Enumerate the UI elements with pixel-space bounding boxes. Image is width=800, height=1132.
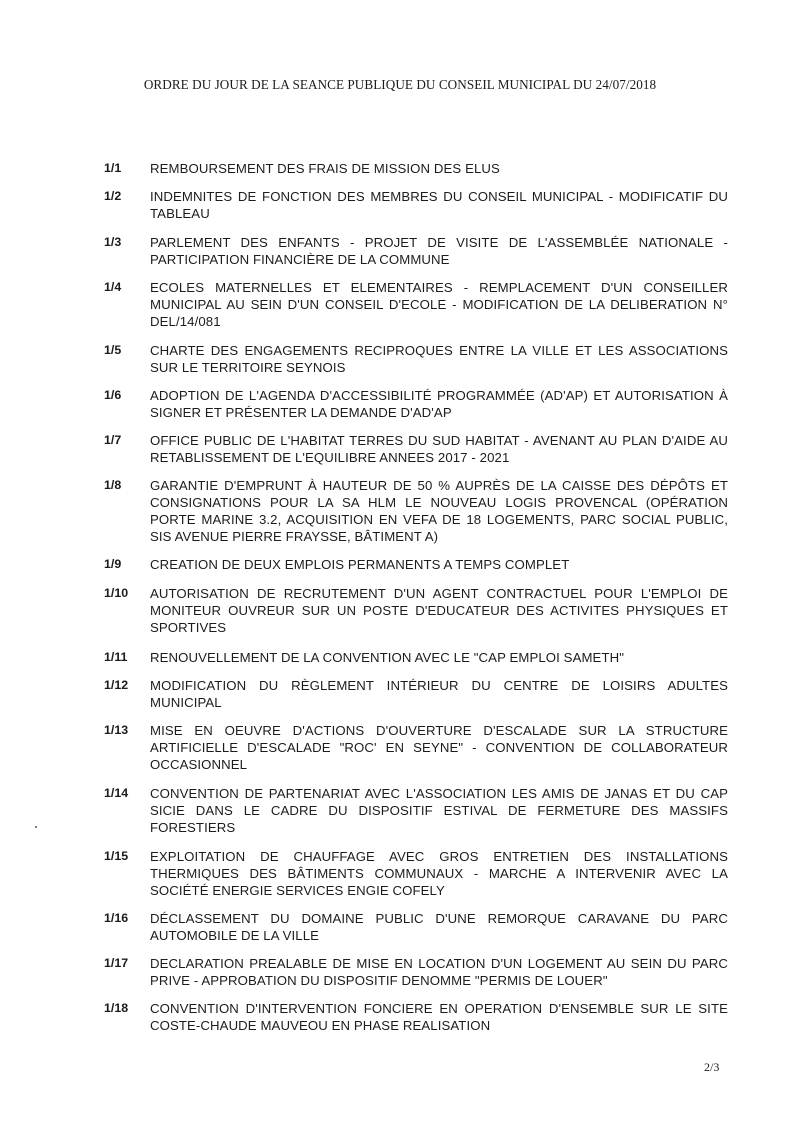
agenda-item-number: 1/13 xyxy=(104,723,129,737)
agenda-item-number: 1/16 xyxy=(104,911,129,925)
agenda-item-number: 1/15 xyxy=(104,849,129,863)
agenda-item-text: CHARTE DES ENGAGEMENTS RECIPROQUES ENTRE LA VILLE ET LES ASSOCIATIONS SUR LE TERRITOIRE SEYNOIS xyxy=(150,343,728,375)
agenda-item-text: PARLEMENT DES ENFANTS - PROJET DE VISITE DE L'ASSEMBLÉE NATIONALE - PARTICIPATION FINANCIÈRE DE LA COMMUNE xyxy=(150,235,728,267)
agenda-item-number: 1/5 xyxy=(104,343,122,357)
agenda-item-number: 1/11 xyxy=(104,650,128,664)
agenda-item-number: 1/9 xyxy=(104,557,122,571)
agenda-item-text: DÉCLASSEMENT DU DOMAINE PUBLIC D'UNE REMORQUE CARAVANE DU PARC AUTOMOBILE DE LA VILLE xyxy=(150,911,728,943)
agenda-item-number: 1/7 xyxy=(104,433,122,447)
agenda-item-text: INDEMNITES DE FONCTION DES MEMBRES DU CONSEIL MUNICIPAL - MODIFICATIF DU TABLEAU xyxy=(150,189,728,221)
agenda-item-text: MISE EN OEUVRE D'ACTIONS D'OUVERTURE D'ESCALADE SUR LA STRUCTURE ARTIFICIELLE D'ESCALADE "ROC' EN SEYNE" - CONVENTION DE COLLABORATEUR OCCASIONNEL xyxy=(150,723,728,772)
agenda-item-number: 1/10 xyxy=(104,586,129,600)
agenda-item-text: GARANTIE D'EMPRUNT À HAUTEUR DE 50 % AUPRÈS DE LA CAISSE DES DÉPÔTS ET CONSIGNATIONS POUR LA SA HLM LE NOUVEAU LOGIS PROVENCAL (OPÉRATION PORTE MARINE 3.2, ACQUISITION EN VEFA DE 18 LOGEMENTS, PARC SOCIAL PUBLIC, SIS AVENUE PIERRE FRAYSSE, BÂTIMENT A) xyxy=(150,478,728,544)
agenda-item-number: 1/17 xyxy=(104,956,129,970)
agenda-item-number: 1/1 xyxy=(104,161,122,175)
agenda-item-text: MODIFICATION DU RÈGLEMENT INTÉRIEUR DU CENTRE DE LOISIRS ADULTES MUNICIPAL xyxy=(150,678,728,710)
agenda-item-text: CREATION DE DEUX EMPLOIS PERMANENTS A TEMPS COMPLET xyxy=(150,557,570,572)
page-title: ORDRE DU JOUR DE LA SEANCE PUBLIQUE DU CONSEIL MUNICIPAL DU 24/07/2018 xyxy=(143,77,657,92)
agenda-item-text: DECLARATION PREALABLE DE MISE EN LOCATION D'UN LOGEMENT AU SEIN DU PARC PRIVE - APPROBATION DU DISPOSITIF DENOMME "PERMIS DE LOUER" xyxy=(150,956,728,988)
agenda-item-text: CONVENTION D'INTERVENTION FONCIERE EN OPERATION D'ENSEMBLE SUR LE SITE COSTE-CHAUDE MAUVEOU EN PHASE REALISATION xyxy=(150,1001,728,1033)
scan-speck xyxy=(35,826,37,828)
agenda-item-number: 1/4 xyxy=(104,280,122,294)
page-number: 2/3 xyxy=(704,1060,720,1074)
agenda-item-text: ECOLES MATERNELLES ET ELEMENTAIRES - REMPLACEMENT D'UN CONSEILLER MUNICIPAL AU SEIN D'UN CONSEIL D'ECOLE - MODIFICATION DE LA DELIBERATION N° DEL/14/081 xyxy=(150,280,728,329)
agenda-item-text: RENOUVELLEMENT DE LA CONVENTION AVEC LE "CAP EMPLOI SAMETH" xyxy=(150,650,625,665)
agenda-item-text: OFFICE PUBLIC DE L'HABITAT TERRES DU SUD HABITAT - AVENANT AU PLAN D'AIDE AU RETABLISSEMENT DE L'EQUILIBRE ANNEES 2017 - 2021 xyxy=(150,433,728,465)
agenda-item-text: REMBOURSEMENT DES FRAIS DE MISSION DES ELUS xyxy=(150,161,500,176)
agenda-item-text: CONVENTION DE PARTENARIAT AVEC L'ASSOCIATION LES AMIS DE JANAS ET DU CAP SICIE DANS LE CADRE DU DISPOSITIF ESTIVAL DE FERMETURE DES MASSIFS FORESTIERS xyxy=(150,786,728,835)
agenda-item-number: 1/12 xyxy=(104,678,129,692)
agenda-item-number: 1/18 xyxy=(104,1001,129,1015)
agenda-item-text: EXPLOITATION DE CHAUFFAGE AVEC GROS ENTRETIEN DES INSTALLATIONS THERMIQUES DES BÂTIMENTS COMMUNAUX - MARCHE A INTERVENIR AVEC LA SOCIÉTÉ ENERGIE SERVICES ENGIE COFELY xyxy=(150,849,728,898)
agenda-item-number: 1/14 xyxy=(104,786,129,800)
agenda-item-number: 1/6 xyxy=(104,388,122,402)
agenda-item-number: 1/8 xyxy=(104,478,122,492)
agenda-item-text: ADOPTION DE L'AGENDA D'ACCESSIBILITÉ PROGRAMMÉE (AD'AP) ET AUTORISATION À SIGNER ET PRÉSENTER LA DEMANDE D'AD'AP xyxy=(150,388,728,420)
agenda-item-number: 1/2 xyxy=(104,189,122,203)
agenda-item-number: 1/3 xyxy=(104,235,122,249)
agenda-item-text: AUTORISATION DE RECRUTEMENT D'UN AGENT CONTRACTUEL POUR L'EMPLOI DE MONITEUR OUVREUR SUR UN POSTE D'EDUCATEUR DES ACTIVITES PHYSIQUES ET SPORTIVES xyxy=(150,586,728,635)
